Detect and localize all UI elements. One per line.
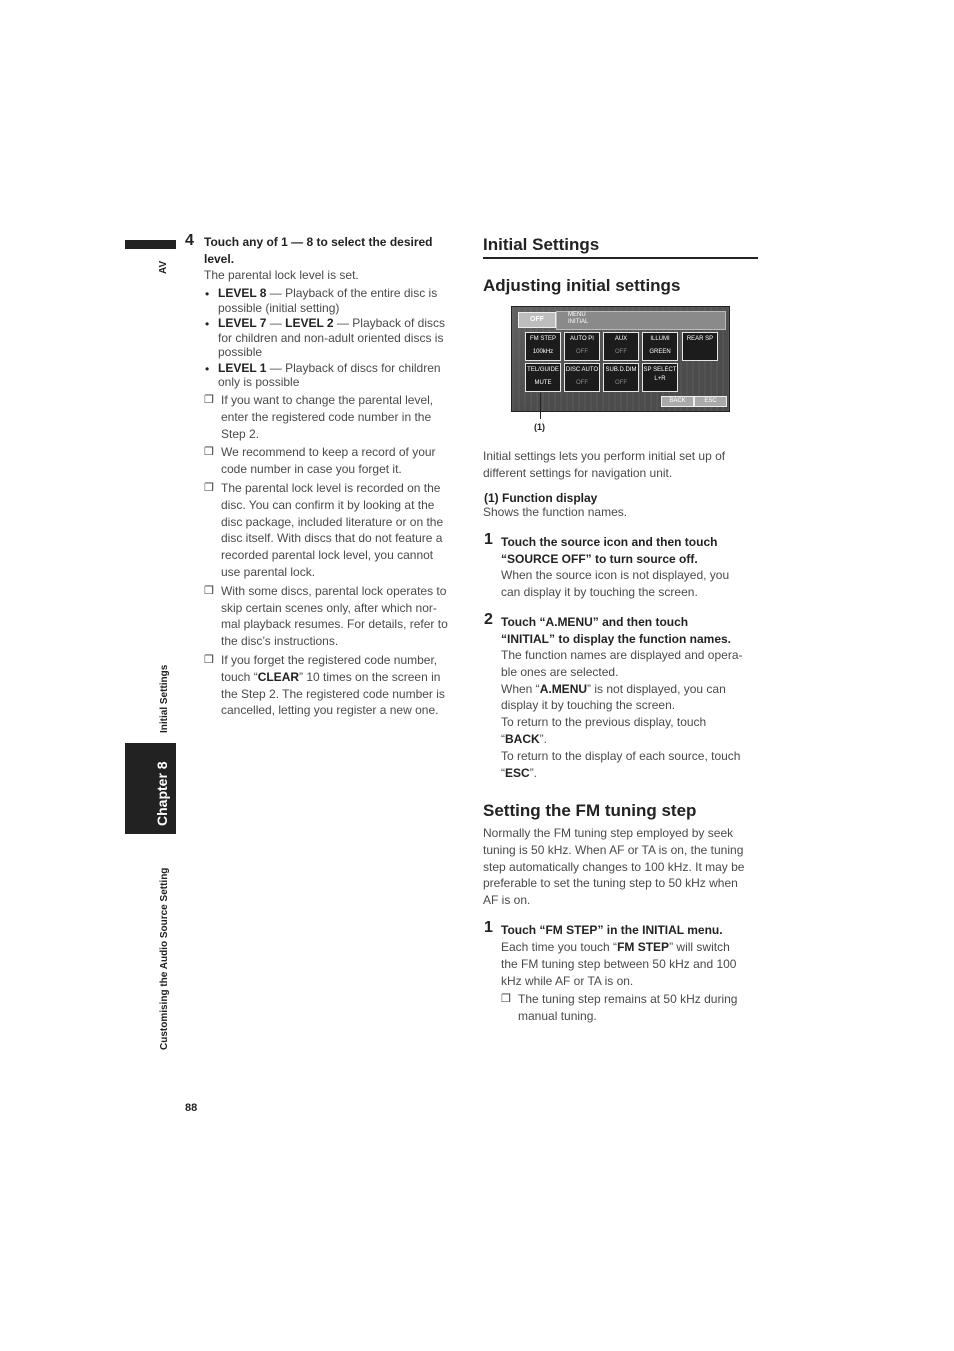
sub-d-dim-button: SUB.D.DIM OFF xyxy=(603,363,639,392)
chapter-label: Chapter 8 xyxy=(154,761,170,826)
fm-step-button: FM STEP 100kHz xyxy=(525,332,561,361)
callout-label: (1) xyxy=(534,422,545,432)
page-number: 88 xyxy=(185,1102,198,1114)
level-item: • LEVEL 8 — Playback of the entire disc is possible (initial setting) xyxy=(205,286,438,315)
note-item: ❒ The tuning step remains at 50 kHz during manual tuning. xyxy=(501,992,738,1023)
subsection-title: Adjusting initial settings xyxy=(483,276,681,295)
step-number: 4 xyxy=(185,232,194,249)
level-list xyxy=(205,286,465,390)
step-heading: Touch “FM STEP” in the INITIAL menu. xyxy=(501,923,723,937)
function-display-text: Shows the function names. xyxy=(483,505,628,519)
note-item: ❒ If you want to change the parental level, enter the registered code number in the Step 2. xyxy=(204,393,434,441)
section-rule xyxy=(483,257,758,259)
step-result: The parental lock level is set. xyxy=(204,268,359,282)
step-text: The function names are displayed and opera- ble ones are selected. When “A.MENU” is not displayed, you can display it by touching the screen. To return to the previous display, touch “BACK”. To return to the display of each source, touch “ESC”. xyxy=(501,648,743,780)
section-label: Initial Settings xyxy=(159,664,170,733)
subsection-title: Setting the FM tuning step xyxy=(483,801,697,820)
intro-paragraph: Initial settings lets you perform initial set up of different settings for navigation unit. xyxy=(483,449,726,480)
side-av-label: AV xyxy=(158,260,169,274)
note-item: ❒ With some discs, parental lock operates to skip certain scenes only, after which nor- mal playback resumes. For details, refer to the disc’s instructions. xyxy=(204,583,448,649)
step-number: 2 xyxy=(484,611,493,628)
side-bar xyxy=(125,240,176,249)
screen-menu-path: MENU INITIAL xyxy=(568,312,589,325)
step-text: Each time you touch “FM STEP” will switch the FM tuning step between 50 kHz and 100 kHz while AF or TA is on. xyxy=(501,940,737,988)
disc-auto-button: DISC AUTO OFF xyxy=(564,363,600,392)
function-display-heading: (1) Function display xyxy=(484,491,598,505)
step-number: 1 xyxy=(484,531,493,548)
sp-select-button: SP SELECT L+R xyxy=(642,363,678,392)
callout-line xyxy=(540,393,541,419)
step-number: 1 xyxy=(484,919,493,936)
device-screenshot xyxy=(511,306,730,412)
step-heading: Touch any of 1 — 8 to select the desired level. xyxy=(204,235,433,266)
level-item: • LEVEL 7 — LEVEL 2 — Playback of discs for children and non-adult oriented discs is possible xyxy=(205,316,445,359)
level-item: • LEVEL 1 — Playback of discs for children only is possible xyxy=(205,360,441,389)
source-off-button: OFF xyxy=(518,312,556,328)
chapter-title: Customising the Audio Source Setting xyxy=(159,867,170,1050)
rear-sp-button: REAR SP xyxy=(682,332,718,361)
tel-guide-button: TEL/GUIDE MUTE xyxy=(525,363,561,392)
back-button: BACK xyxy=(661,396,694,407)
note-item: ❒ The parental lock level is recorded on the disc. You can confirm it by looking at the disc package, included literature or on the disc itself. With discs that do not feature a recorded parental lock level, you cannot use parental lock. xyxy=(204,480,444,579)
auto-pi-button: AUTO PI OFF xyxy=(564,332,600,361)
step-heading: Touch the source icon and then touch “SOURCE OFF” to turn source off. xyxy=(501,535,718,566)
illumi-button: ILLUMI GREEN xyxy=(642,332,678,361)
section-title: Initial Settings xyxy=(483,235,600,254)
aux-button: AUX OFF xyxy=(603,332,639,361)
notes-list xyxy=(204,392,466,719)
step-text: When the source icon is not displayed, you can display it by touching the screen. xyxy=(501,568,730,599)
step-heading: Touch “A.MENU” and then touch “INITIAL” to display the function names. xyxy=(501,615,732,646)
fm-paragraph: Normally the FM tuning step employed by seek tuning is 50 kHz. When AF or TA is on, the tuning step automatically changes to 100 kHz. It may be preferable to set the tuning step to 50 kHz when AF is on. xyxy=(483,826,745,908)
note-item: ❒ If you forget the registered code number, touch “CLEAR” 10 times on the screen in the Step 2. The registered code number is cancelled, letting you register a new one. xyxy=(204,652,445,718)
note-item: ❒ We recommend to keep a record of your code number in case you forget it. xyxy=(204,445,436,477)
esc-button: ESC xyxy=(694,396,727,407)
